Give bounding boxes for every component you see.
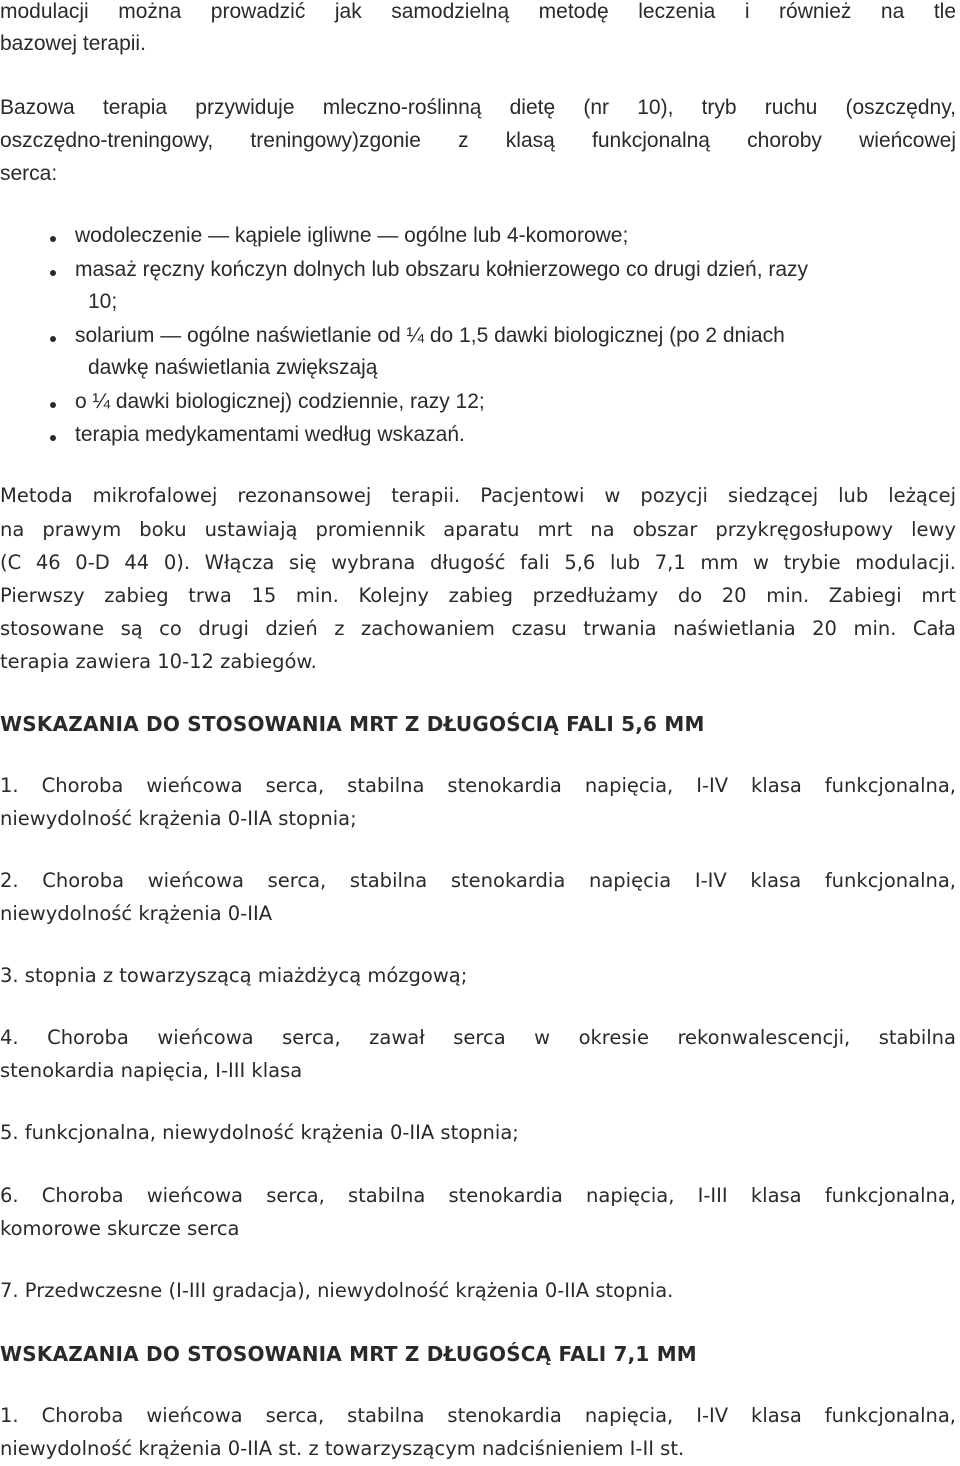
method-line-4: Pierwszy zabieg trwa 15 min. Kolejny zabieg przedłużamy do 20 min. Zabiegi mrt — [0, 584, 956, 607]
base-therapy-line-3: serca: — [0, 162, 58, 185]
indication-item-5: 5. funkcjonalna, niewydolność krążenia 0-IIA stopnia; — [0, 1121, 519, 1144]
indication-item-4-cont: stenokardia napięcia, I-III klasa — [0, 1059, 303, 1082]
bullet-icon — [50, 236, 56, 242]
method-line-1: Metoda mikrofalowej rezonansowej terapii. Pacjentowi w pozycji siedzącej lub leżącej — [0, 484, 956, 507]
method-line-2: na prawym boku ustawiają promiennik aparatu mrt na obszar przykręgosłupowy lewy — [0, 518, 956, 541]
indication-item-6: 6. Choroba wieńcowa serca, stabilna stenokardia napięcia, I-III klasa funkcjonalna, — [0, 1184, 956, 1207]
base-therapy-line-2: oszczędno-treningowy, treningowy)zgonie z klasą funkcjonalną choroby wieńcowej — [0, 129, 956, 152]
intro-line-2: bazowej terapii. — [0, 32, 146, 55]
indication-item-7-1-1: 1. Choroba wieńcowa serca, stabilna stenokardia napięcia, I-IV klasa funkcjonalna, — [0, 1404, 956, 1427]
indication-item-3: 3. stopnia z towarzyszącą miażdżycą mózgową; — [0, 964, 468, 987]
indication-item-6-cont: komorowe skurcze serca — [0, 1217, 240, 1240]
indication-item-1: 1. Choroba wieńcowa serca, stabilna stenokardia napięcia, I-IV klasa funkcjonalna, — [0, 774, 956, 797]
indication-item-1-cont: niewydolność krążenia 0-IIA stopnia; — [0, 807, 357, 830]
bullet-icon — [50, 270, 56, 276]
section-heading-7-1mm: WSKAZANIA DO STOSOWANIA MRT Z DŁUGOŚCĄ FALI 7,1 MM — [0, 1342, 697, 1366]
intro-line-1: modulacji można prowadzić jak samodzielną metodę leczenia i również na tle — [0, 0, 956, 23]
bullet-icon — [50, 435, 56, 441]
document-page: modulacji można prowadzić jak samodzielną metodę leczenia i również na tle bazowej terapii. Bazowa terapia przywiduje mleczno-roślinną dietę (nr 10), tryb ruchu (oszczędny, oszczędno-treningowy, treningowy)zgonie z klasą funkcjonalną choroby wieńcowej serca: wodoleczenie — kąpiele igliwne — ogólne lub 4-komorowe; masaż ręczny kończyn dolnych lub obszaru kołnierzowego co drugi dzień, razy 10; solarium — ogólne naświetlanie od ¼ do 1,5 dawki biologicznej (po 2 dniach dawkę naświetlania zwiększają o ¼ dawki biologicznej) codziennie, razy 12; terapia medykamentami według wskazań. Metoda mikrofalowej rezonansowej terapii. Pacjentowi w pozycji siedzącej lub leżącej na prawym boku ustawiają promiennik aparatu mrt na obszar przykręgosłupowy lewy (C 46 0-D 44 0). Włącza się wybrana długość fali 5,6 lub 7,1 mm w trybie modulacji. Pierwszy zabieg trwa 15 min. Kolejny zabieg przedłużamy do 20 min. Zabiegi mrt stosowane są co drugi dzień z zachowaniem czasu trwania naświetlania 20 min. Cała terapia zawiera 10-12 zabiegów. WSKAZANIA DO STOSOWANIA MRT Z DŁUGOŚCIĄ FALI 5,6 MM 1. Choroba wieńcowa serca, stabilna stenokardia napięcia, I-IV klasa funkcjonalna, niewydolność krążenia 0-IIA stopnia; 2. Choroba wieńcowa serca, stabilna stenokardia napięcia I-IV klasa funkcjonalna, niewydolność krążenia 0-IIA 3. stopnia z towarzyszącą miażdżycą mózgową; 4. Choroba wieńcowa serca, zawał serca w okresie rekonwalescencji, stabilna stenokardia napięcia, I-III klasa 5. funkcjonalna, niewydolność krążenia 0-IIA stopnia; 6. Choroba wieńcowa serca, stabilna stenokardia napięcia, I-III klasa funkcjonalna, komorowe skurcze serca 7. Przedwczesne (I-III gradacja), niewydolność krążenia 0-IIA stopnia. WSKAZANIA DO STOSOWANIA MRT Z DŁUGOŚCĄ FALI 7,1 MM 1. Choroba wieńcowa serca, stabilna stenokardia napięcia, I-IV klasa funkcjonalna, niewydolność krążenia 0-IIA st. z towarzyszącym nadciśnieniem I-II st. — [0, 0, 956, 1460]
indication-item-2: 2. Choroba wieńcowa serca, stabilna stenokardia napięcia I-IV klasa funkcjonalna, — [0, 869, 956, 892]
indication-item-2-cont: niewydolność krążenia 0-IIA — [0, 902, 273, 925]
method-line-3: (C 46 0-D 44 0). Włącza się wybrana długość fali 5,6 lub 7,1 mm w trybie modulacji. — [0, 551, 956, 574]
indication-item-7: 7. Przedwczesne (I-III gradacja), niewydolność krążenia 0-IIA stopnia. — [0, 1279, 674, 1302]
section-heading-5-6mm: WSKAZANIA DO STOSOWANIA MRT Z DŁUGOŚCIĄ FALI 5,6 MM — [0, 712, 705, 736]
bullet-icon — [50, 402, 56, 408]
indication-item-4: 4. Choroba wieńcowa serca, zawał serca w okresie rekonwalescencji, stabilna — [0, 1026, 956, 1049]
method-line-5: stosowane są co drugi dzień z zachowaniem czasu trwania naświetlania 20 min. Cała — [0, 617, 956, 640]
indication-item-7-1-1-cont: niewydolność krążenia 0-IIA st. z towarzyszącym nadciśnieniem I-II st. — [0, 1437, 685, 1460]
method-line-6: terapia zawiera 10-12 zabiegów. — [0, 650, 317, 673]
base-therapy-line-1: Bazowa terapia przywiduje mleczno-roślinną dietę (nr 10), tryb ruchu (oszczędny, — [0, 96, 956, 119]
bullet-icon — [50, 336, 56, 342]
